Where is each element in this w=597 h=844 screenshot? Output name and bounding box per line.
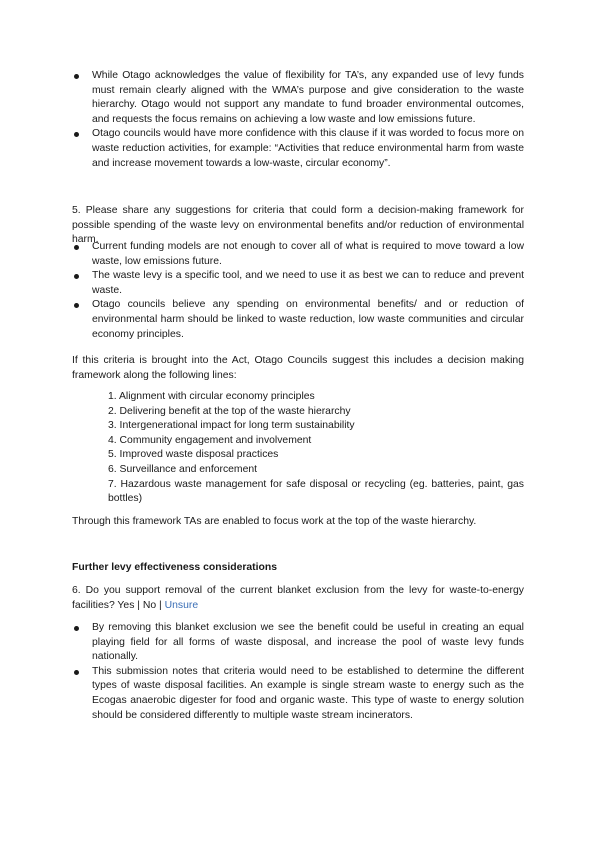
bullet-icon	[74, 670, 79, 675]
bullet-text: The waste levy is a specific tool, and we need to use it as best we can to reduce and prevent waste.	[92, 270, 524, 296]
list-item	[72, 69, 524, 127]
criteria-list-container	[108, 390, 524, 507]
top-bullet-list	[72, 69, 524, 171]
bullet-text: Otago councils believe any spending on environmental benefits/ and or reduction of environmental harm should be linked to waste reduction, low waste communities and circular economy principles.	[92, 299, 524, 340]
list-item	[72, 269, 524, 298]
list-item	[72, 298, 524, 342]
question-5: 5. Please share any suggestions for criteria that could form a decision-making framework for possible spending of the waste levy on environmental benefits and/or reduction of environmental harm.	[72, 205, 524, 246]
list-item	[72, 665, 524, 723]
further-bullets	[72, 621, 524, 723]
criteria-item: 4. Community engagement and involvement	[108, 434, 312, 446]
q5-bullets	[72, 240, 524, 342]
criteria-item: 5. Improved waste disposal practices	[108, 449, 279, 461]
bullet-icon	[74, 626, 79, 631]
further-bullet-list	[72, 621, 524, 723]
criteria-item: 2. Delivering benefit at the top of the waste hierarchy	[108, 405, 351, 417]
bullet-text: While Otago acknowledges the value of flexibility for TA’s, any expanded use of levy funds must remain clearly aligned with the WMA’s purpose and give consideration to the waste hierarchy. Otago would not support any mandate to fund broader environmental outcomes, and requests the focus remains on achieving a low waste and low emissions future.	[92, 70, 524, 125]
question-6	[72, 584, 524, 613]
answer-choice-unsure: Unsure	[164, 599, 199, 611]
section-top	[72, 69, 524, 171]
bullet-text: By removing this blanket exclusion we see the benefit could be useful in creating an equal playing field for all forms of waste disposal, and increase the pool of waste levy funds nationally.	[92, 622, 524, 663]
question-6-text: 6. Do you support removal of the current blanket exclusion from the levy for waste-to-energy facilities? Yes | No |	[72, 585, 524, 611]
list-item	[72, 621, 524, 665]
bullet-icon	[74, 132, 79, 137]
bullet-icon	[74, 303, 79, 308]
criteria-item: 1. Alignment with circular economy principles	[108, 391, 315, 402]
criteria-item: 3. Intergenerational impact for long term sustainability	[108, 420, 355, 432]
criteria-item: 7. Hazardous waste management for safe disposal or recycling (eg. batteries, paint, gas bottles)	[108, 478, 524, 505]
criteria-item: 6. Surveillance and enforcement	[108, 463, 258, 475]
bullet-icon	[74, 74, 79, 79]
q5-intro: If this criteria is brought into the Act, Otago Councils suggest this includes a decision making framework along the following lines:	[72, 355, 524, 381]
bullet-icon	[74, 245, 79, 250]
bullet-text: Otago councils would have more confidence with this clause if it was worded to focus more on waste reduction activities, for example: “Activities that reduce environmental harm from waste and increase movement towards a low-waste, circular economy”.	[92, 128, 525, 169]
list-item	[72, 127, 524, 171]
section-heading: Further levy effectiveness considerations	[72, 562, 278, 573]
list-item	[72, 240, 524, 269]
criteria-list	[108, 390, 524, 507]
q5-closing: Through this framework TAs are enabled to focus work at the top of the waste hierarchy.	[72, 516, 477, 527]
bullet-text: Current funding models are not enough to cover all of what is required to move toward a low waste, low emissions future.	[92, 241, 524, 267]
bullet-text: This submission notes that criteria would need to be established to determine the different types of waste disposal facilities. An example is single stream waste to energy such as the Ecogas anaerobic digester for food and organic waste. This type of waste to energy solution should be considered differently to multiple waste stream incinerators.	[92, 665, 524, 721]
q5-bullet-list	[72, 240, 524, 342]
bullet-icon	[74, 274, 79, 279]
